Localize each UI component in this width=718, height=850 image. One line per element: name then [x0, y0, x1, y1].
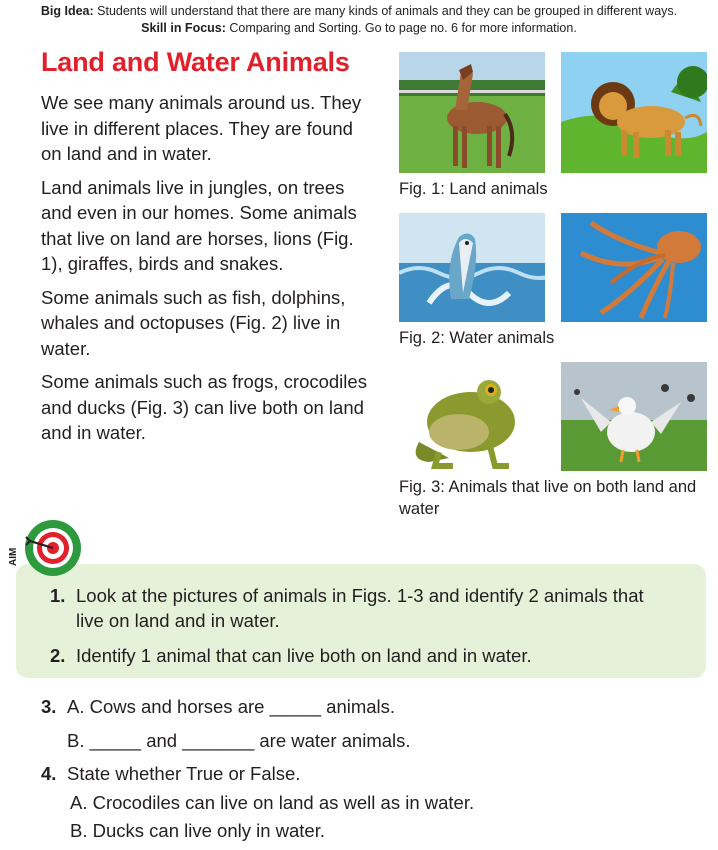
- dolphin-image: [399, 213, 545, 322]
- frog-image: [399, 362, 545, 471]
- paragraph: Land animals live in jungles, on trees and even in our homes. Some animals that live on land are horses, lions (Fig. 1), giraffes, birds and snakes.: [41, 176, 357, 274]
- question-3a: 3. A. Cows and horses are _____ animals.: [41, 696, 396, 717]
- big-idea-line: Big Idea: Students will understand that there are many kinds of animals and they can be grouped in different ways.: [40, 4, 678, 18]
- skill-line: Skill in Focus: Comparing and Sorting. Go to page no. 6 for more information.: [141, 21, 577, 35]
- lion-image: [561, 52, 707, 173]
- question-4: 4. State whether True or False.: [41, 763, 301, 784]
- question-3b: B. _____ and _______ are water animals.: [67, 730, 411, 751]
- page-title: Land and Water Animals: [41, 47, 350, 77]
- fig3-caption: Fig. 3: Animals that live on both land and water: [399, 478, 697, 518]
- target-icon: [24, 519, 82, 577]
- paragraph: We see many animals around us. They live in different places. They are found on land and in water.: [41, 92, 362, 164]
- fig1-caption: Fig. 1: Land animals: [399, 180, 548, 198]
- lesson-text: [41, 90, 376, 454]
- aim-question-2: 2. Identify 1 animal that can live both on land and in water.: [50, 645, 532, 666]
- question-4b: B. Ducks can live only in water.: [70, 820, 325, 841]
- aim-label: AIM: [8, 547, 19, 566]
- question-4a: A. Crocodiles can live on land as well as in water.: [70, 792, 475, 813]
- horse-image: [399, 52, 545, 173]
- duck-image: [561, 362, 707, 471]
- fig2-caption: Fig. 2: Water animals: [399, 329, 555, 347]
- paragraph: Some animals such as fish, dolphins, whales and octopuses (Fig. 2) live in water.: [41, 286, 346, 359]
- big-idea-header: [0, 3, 718, 37]
- octopus-image: [561, 213, 707, 322]
- paragraph: Some animals such as frogs, crocodiles and ducks (Fig. 3) can live both on land and in water.: [41, 371, 367, 443]
- aim-question-1: 1. Look at the pictures of animals in Figs. 1-3 and identify 2 animals that live on land and in water.: [50, 585, 644, 631]
